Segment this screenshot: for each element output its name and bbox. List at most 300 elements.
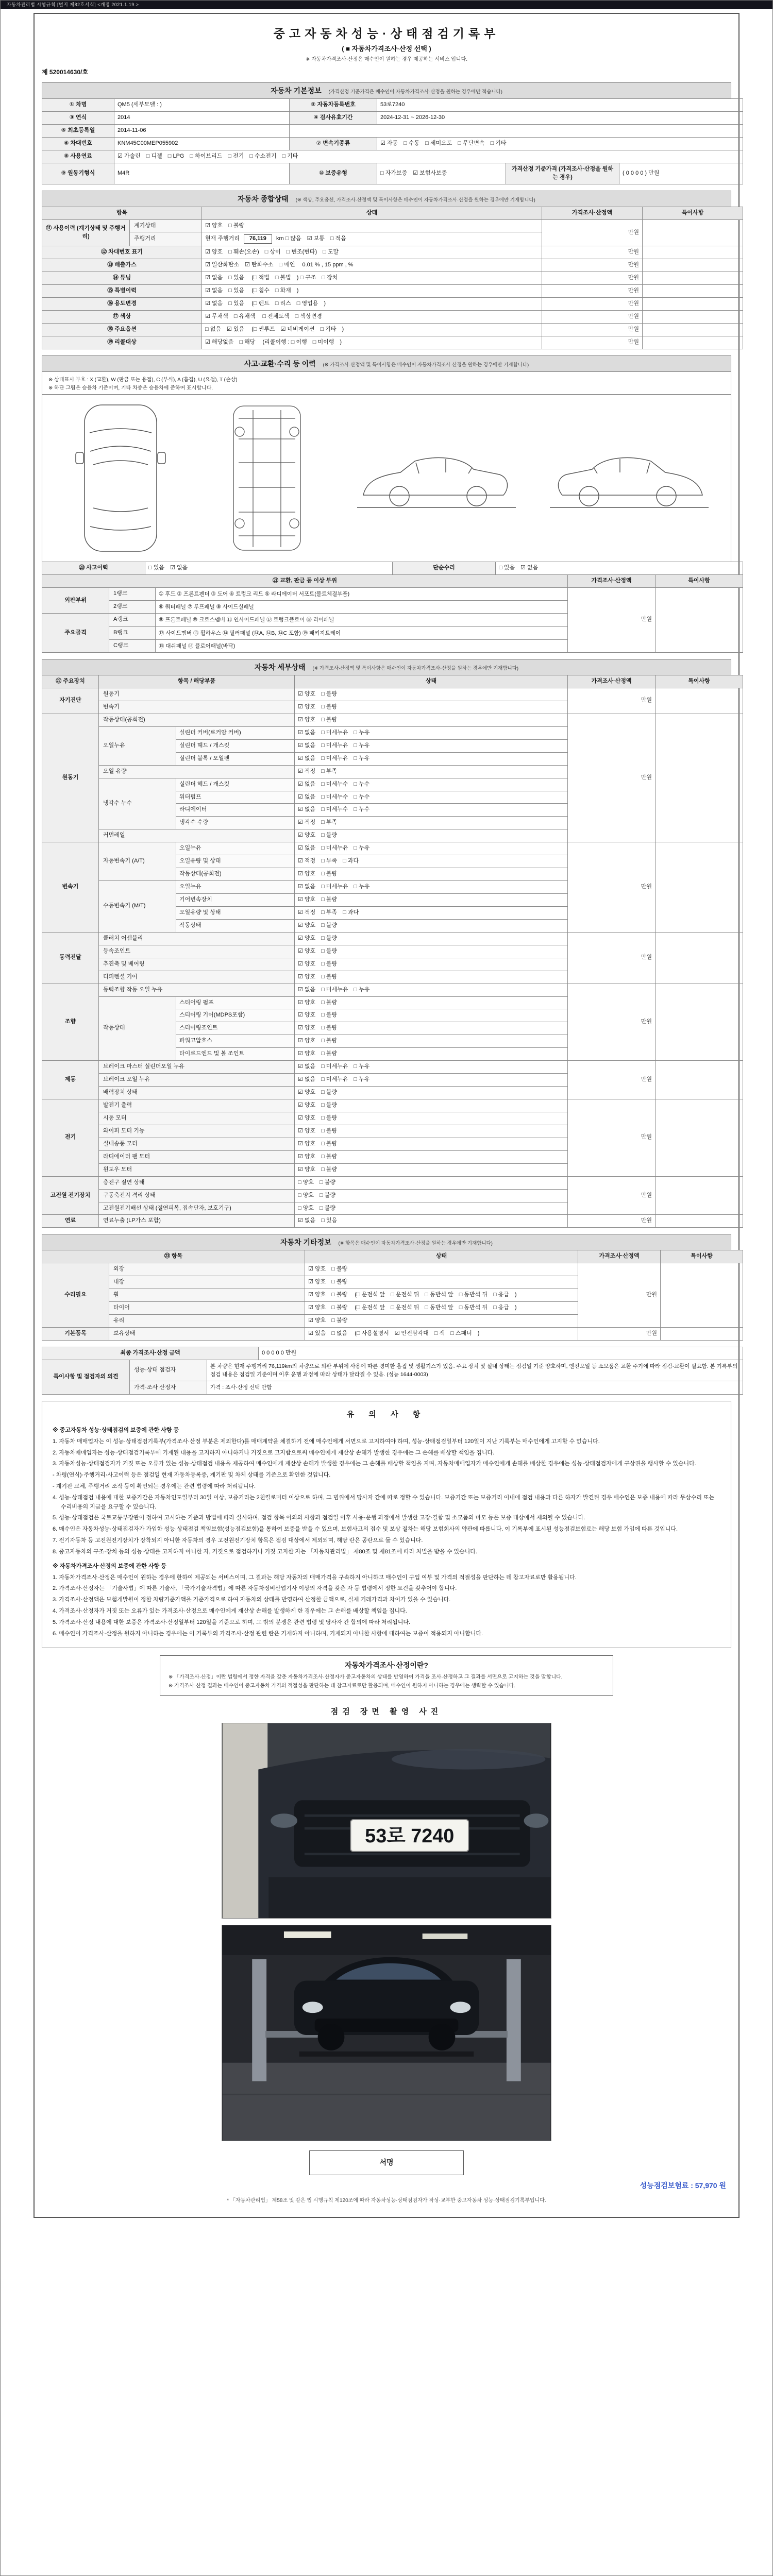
value-box: 76,119 <box>244 234 272 244</box>
section-note: (가격산정 기준가격은 매수인이 자동차가격조사·산정을 원하는 경우에만 적습니다) <box>328 89 502 95</box>
row-sublabel: 타이어 <box>109 1302 305 1315</box>
checkbox-checked: ☑ 양호 <box>205 249 223 256</box>
checkbox-unchecked: □ 없음 <box>205 326 221 332</box>
part-label: 라디에이터 <box>176 804 295 817</box>
row-sublabel: 발전기 출력 <box>99 1099 295 1112</box>
car-left-side-diagram <box>354 439 519 517</box>
part-label: 오일누유 <box>176 842 295 855</box>
table-row <box>42 272 743 285</box>
row-sublabel: 브레이크 오일 누유 <box>99 1074 295 1087</box>
basic-info <box>42 98 731 184</box>
caution-title: 유 의 사 항 <box>346 1410 427 1419</box>
checkbox-unchecked: □ 불법 <box>275 275 291 281</box>
etc-info-table <box>42 1250 743 1341</box>
price-cell: 만원 <box>568 587 656 652</box>
checkbox-unchecked: □ 해당 <box>239 338 256 345</box>
value-cell <box>295 726 568 739</box>
value-cell <box>295 1074 568 1087</box>
column-header: ㉒ 주요장치 <box>42 675 99 688</box>
checkbox-unchecked: □ 불량 <box>321 1025 338 1031</box>
value-cell <box>377 163 506 184</box>
panel-rank-list-table <box>42 574 743 653</box>
row-label: 연료 <box>42 1215 99 1228</box>
value-cell <box>295 1202 568 1215</box>
row-sublabel: 1랭크 <box>109 587 156 600</box>
checkbox-checked: ☑ 양호 <box>298 1050 316 1057</box>
price-cell: 만원 <box>568 932 656 984</box>
value-cell <box>295 1189 568 1202</box>
table-row <box>42 324 743 336</box>
value-cell <box>202 336 542 349</box>
checkbox-unchecked: □ 구조 <box>300 275 316 281</box>
row-label: 수리필요 <box>42 1263 109 1328</box>
checkbox-unchecked: □ 누수 <box>354 806 370 813</box>
table-row <box>42 1099 743 1112</box>
row-sublabel: 휠 <box>109 1289 305 1302</box>
section-title: 자동차 기본정보 <box>271 87 322 95</box>
value-cell <box>643 324 743 336</box>
overall-condition <box>42 207 731 349</box>
value-cell <box>295 1125 568 1138</box>
value-cell <box>295 842 568 855</box>
checkbox-unchecked: □ 있음 <box>228 287 245 294</box>
value-cell <box>202 246 542 259</box>
checkbox-checked: ☑ 없음 <box>520 564 539 571</box>
checkbox-unchecked: □ 불량 <box>319 1192 335 1198</box>
checkbox-unchecked: □ 불량 <box>321 703 338 710</box>
notice-heading: ※ 자동차가격조사·산정의 보증에 관한 사항 등 <box>53 1563 166 1569</box>
row-label: 조향 <box>42 984 99 1061</box>
table-row <box>42 932 743 945</box>
value-cell <box>295 1009 568 1022</box>
row-sublabel: 2랭크 <box>109 601 156 614</box>
inline-text: ) <box>514 1292 517 1298</box>
checkbox-checked: ☑ 없음 <box>298 729 316 736</box>
value-cell <box>295 791 568 804</box>
definition-line: ※ 「가격조사·산정」이란 법령에서 정한 자격을 갖춘 자동차가격조사·산정자가 중고자동차의 상태를 반영하여 가격을 조사·산정하고 그 결과를 서면으로 고지하는 것을 말합니다. <box>169 1674 563 1681</box>
value-cell <box>295 739 568 752</box>
checkbox-unchecked: □ 불량 <box>321 1012 338 1019</box>
inline-text: ) <box>514 1304 517 1311</box>
value-cell <box>290 124 743 137</box>
inline-text: ( <box>250 287 254 294</box>
checkbox-checked: ☑ 양호 <box>298 896 316 903</box>
table-row <box>42 150 743 163</box>
checkbox-checked: ☑ 없음 <box>205 287 223 294</box>
part-label: 스티어링 펌프 <box>176 996 295 1009</box>
checkbox-checked: ☑ 없음 <box>298 1063 316 1070</box>
form-reference-bar <box>1 1 772 9</box>
value-cell <box>656 1176 743 1215</box>
value-cell <box>643 311 743 324</box>
row-label: ⑲ 리콜대상 <box>42 336 202 349</box>
text-cell: 가격 : 조사·산정 선택 안함 <box>207 1381 743 1394</box>
checkbox-unchecked: □ 불량 <box>321 973 338 980</box>
value-cell <box>295 1048 568 1061</box>
value-cell <box>656 688 743 714</box>
checkbox-checked: ☑ 양호 <box>308 1317 326 1324</box>
checkbox-unchecked: □ 누유 <box>354 755 370 761</box>
definition-title: 자동차가격조사·산정이란? <box>345 1661 428 1670</box>
checkbox-unchecked: □ 있음 <box>228 300 245 307</box>
etc-info <box>42 1250 731 1341</box>
checkbox-checked: ☑ 양호 <box>205 222 223 229</box>
part-label: 실린더 헤드 / 개스킷 <box>176 778 295 791</box>
value-cell <box>295 752 568 765</box>
price-survey-definition-box <box>160 1655 613 1696</box>
checkbox-unchecked: □ 장치 <box>322 275 338 281</box>
row-sublabel: 계기상태 <box>130 219 202 232</box>
section-etc-header <box>42 1234 731 1250</box>
checkbox-unchecked: □ 불량 <box>331 1292 348 1298</box>
notice-item: 2. 가격조사·산정자는 「기술사법」에 따른 기술사, 「국가기술자격법」에 따른 자동차정비산업기사 이상의 자격을 갖춘 자 등 법령에서 정한 요건을 갖추어야 합니다. <box>53 1585 457 1592</box>
row-sublabel: 작동상태(공회전) <box>99 714 295 726</box>
section-title: 자동차 세부상태 <box>254 663 306 672</box>
value-cell: 2014 <box>114 111 290 124</box>
inline-text: km <box>274 235 285 242</box>
checkbox-checked: ☑ 양호 <box>298 871 316 877</box>
checkbox-unchecked: □ 불량 <box>331 1266 348 1273</box>
checkbox-unchecked: □ 불량 <box>321 935 338 941</box>
price-cell: 만원 <box>542 298 643 311</box>
checkbox-checked: ☑ 양호 <box>298 1025 316 1031</box>
value-cell: 53로7240 <box>377 99 743 112</box>
table-row <box>42 562 743 574</box>
value-cell <box>145 562 393 574</box>
checkbox-unchecked: □ 기타 <box>282 152 298 159</box>
checkbox-checked: ☑ 양호 <box>298 1012 316 1019</box>
row-label: 기본품목 <box>42 1328 109 1341</box>
table-row <box>42 259 743 272</box>
value-cell: 0 0 0 0 0 만원 <box>259 1347 743 1360</box>
checkbox-checked: ☑ 양호 <box>308 1266 326 1273</box>
checkbox-checked: ☑ 적정 <box>298 819 316 826</box>
footer-note: * 「자동차관리법」 제58조 및 같은 법 시행규칙 제120조에 따라 자동차성능·상태점검자가 작성·교부한 중고자동차 성능·상태점검기록부입니다. <box>227 2198 546 2204</box>
checkbox-checked: ☑ 없음 <box>298 986 316 993</box>
notice-item: 2. 자동차매매업자는 성능·상태점검기록부에 기재된 내용을 고지하지 아니하거나 거짓으로 고지함으로써 매수인에게 재산상 손해가 발생한 경우에는 그 손해를 배상할 책임을 집니다. <box>53 1449 495 1456</box>
column-header: 가격조사·산정액 <box>578 1250 661 1263</box>
checkbox-checked: ☑ 무채색 <box>205 313 228 320</box>
checkbox-unchecked: □ 디젤 <box>146 152 162 159</box>
checkbox-checked: ☑ 양호 <box>298 1153 316 1160</box>
checkbox-unchecked: □ 부족 <box>321 819 338 826</box>
row-label: 제동 <box>42 1061 99 1099</box>
checkbox-unchecked: □ 자가보증 <box>380 170 408 176</box>
value-cell <box>295 1150 568 1163</box>
value-cell <box>305 1276 578 1289</box>
section-note: (※ 가격조사·산정액 및 특이사항은 매수인이 자동차가격조사·산정을 원하는 경우에만 기재합니다) <box>323 362 529 368</box>
checkbox-unchecked: □ 불량 <box>331 1304 348 1311</box>
checkbox-unchecked: □ 불량 <box>321 947 338 954</box>
section-title: 자동차 종합상태 <box>238 194 289 203</box>
value-cell <box>295 1138 568 1150</box>
text-cell: ⑫ 사이드멤버 ⑬ 휠하우스 ⑭ 필러패널 (⑭A, ⑭B, ⑭C 포함) ⑲ 패키지트레이 <box>156 626 568 639</box>
column-header: ㉓ 항목 <box>42 1250 305 1263</box>
checkbox-unchecked: □ 있음 <box>321 1217 338 1224</box>
table-row <box>42 137 743 150</box>
row-sublabel: 내장 <box>109 1276 305 1289</box>
part-label: 스티어링조인트 <box>176 1022 295 1035</box>
table-row <box>42 285 743 298</box>
table-row <box>42 1347 743 1360</box>
checkbox-checked: ☑ 보통 <box>307 235 325 242</box>
checkbox-unchecked: □ 불량 <box>321 1089 338 1096</box>
checkbox-unchecked: □ 운전석 앞 <box>356 1304 385 1311</box>
part-label: 오일유량 및 상태 <box>176 906 295 919</box>
table-row <box>42 1215 743 1228</box>
row-sublabel: 가격·조사 산정자 <box>130 1381 207 1394</box>
checkbox-checked: ☑ 양호 <box>298 922 316 928</box>
checkbox-unchecked: □ 세미오토 <box>425 140 452 146</box>
price-cell: 만원 <box>542 259 643 272</box>
notice-item: 4. 성능·상태점검 내용에 대한 보증기간은 자동차인도일부터 30일 이상, 보증거리는 2천킬로미터 이상으로 하며, 그 범위에서 당사자 간에 따로 정할 수 있습니다. 보증기간 또는 보증거리 이내에 점검 내용과 다른 하자가 발견된 경우 매수인은 보증 내용에 따라 무상수리 또는 수리비용의 지급을 요구할 수 있습니다. <box>53 1494 715 1510</box>
part-label: 워터펌프 <box>176 791 295 804</box>
part-label: 냉각수 수량 <box>176 817 295 829</box>
row-sublabel: 냉각수 누수 <box>99 778 176 829</box>
checkbox-unchecked: □ 동반석 뒤 <box>459 1292 488 1298</box>
inline-text: ) <box>477 1330 480 1337</box>
checkbox-unchecked: □ 적법 <box>253 275 270 281</box>
checkbox-unchecked: □ 불량 <box>321 1140 338 1147</box>
checkbox-unchecked: □ 누유 <box>354 742 370 749</box>
section-title: 자동차 기타정보 <box>280 1238 331 1247</box>
checkbox-unchecked: □ 부족 <box>321 768 338 774</box>
value-cell <box>295 1035 568 1048</box>
checkbox-unchecked: □ 운전석 뒤 <box>391 1304 419 1311</box>
value-cell <box>295 1176 568 1189</box>
checkbox-checked: ☑ 없음 <box>298 755 316 761</box>
value-cell <box>656 714 743 842</box>
checkbox-unchecked: □ 과다 <box>343 858 359 865</box>
checkbox-unchecked: □ 침수 <box>253 287 270 294</box>
checkbox-checked: ☑ 자동 <box>380 140 398 146</box>
value-cell <box>656 842 743 933</box>
checkbox-checked: ☑ 네비게이션 <box>280 326 315 332</box>
section-detail-condition <box>42 659 731 1228</box>
inline-text: ( <box>250 275 254 281</box>
column-header: 특이사항 <box>661 1250 743 1263</box>
part-label: 작동상태(공회전) <box>176 868 295 881</box>
value-cell <box>305 1302 578 1315</box>
row-label: ⑥ 차대번호 <box>42 137 114 150</box>
value-cell <box>202 285 542 298</box>
checkbox-checked: ☑ 양호 <box>298 703 316 710</box>
checkbox-checked: ☑ 적정 <box>298 858 316 865</box>
value-cell <box>295 984 568 996</box>
text-cell: ⑥ 쿼터패널 ⑦ 루프패널 ⑧ 사이드실패널 <box>156 601 568 614</box>
value-cell <box>656 984 743 1061</box>
column-header: 상태 <box>305 1250 578 1263</box>
row-label: ⑬ 배출가스 <box>42 259 202 272</box>
table-row <box>42 111 743 124</box>
value-cell: QM5 (세부모델 : ) <box>114 99 290 112</box>
checkbox-unchecked: □ 미세누유 <box>321 884 348 890</box>
checkbox-checked: ☑ 양호 <box>298 1102 316 1109</box>
value-cell <box>295 701 568 714</box>
value-cell <box>656 932 743 984</box>
price-cell: 만원 <box>578 1263 661 1328</box>
table-row <box>42 336 743 349</box>
row-sublabel: 동력조향 작동 오일 누유 <box>99 984 295 996</box>
checkbox-unchecked: □ 불량 <box>319 1179 335 1185</box>
row-sublabel: 등속조인트 <box>99 945 295 958</box>
column-header: 상태 <box>202 207 542 219</box>
checkbox-checked: ☑ 일산화탄소 <box>205 262 240 268</box>
checkbox-unchecked: □ 불량 <box>321 691 338 698</box>
checkbox-checked: ☑ 양호 <box>298 999 316 1006</box>
row-sublabel: 클러치 어셈블리 <box>99 932 295 945</box>
lift-inspection-photo <box>222 1925 551 2141</box>
checkbox-checked: ☑ 없음 <box>298 1076 316 1083</box>
checkbox-checked: ☑ 양호 <box>298 1127 316 1134</box>
checkbox-checked: ☑ 보험사보증 <box>413 170 447 176</box>
checkbox-unchecked: □ 응급 <box>493 1304 509 1311</box>
caution-items <box>53 1426 720 1638</box>
inline-text: ( <box>353 1330 357 1337</box>
row-label: ⑫ 차대번호 표기 <box>42 246 202 259</box>
checkbox-checked: ☑ 없음 <box>170 564 188 571</box>
checkbox-checked: ☑ 안전삼각대 <box>394 1330 429 1337</box>
part-label: 오일누유 <box>176 881 295 894</box>
inline-text: ( <box>353 1292 357 1298</box>
row-label: 고전원 전기장치 <box>42 1176 99 1215</box>
row-label: ⑦ 변속기종류 <box>290 137 377 150</box>
notice-item: 6. 매수인이 가격조사·산정을 원하지 아니하는 경우에는 이 기록부의 가격조사·산정 관련 란은 기재하지 아니하며, 기재되지 아니한 사항에 대하여는 보증이 적용되지 아니합니다. <box>53 1630 483 1637</box>
form-header <box>42 19 731 63</box>
checkbox-unchecked: □ 불량 <box>321 922 338 928</box>
row-label: 단순수리 <box>393 562 496 574</box>
document-number: 제 520014630/호 <box>42 69 88 76</box>
table-row <box>42 207 743 219</box>
inspector-opinion-table <box>42 1360 743 1395</box>
notice-item: 7. 전기자동차 등 고전원전기장치가 장착되지 아니한 자동차의 경우 고전원전기장치 항목은 점검 대상에서 제외되며, 해당 란은 공란으로 둘 수 있습니다. <box>53 1537 423 1544</box>
value-cell <box>295 765 568 778</box>
checkbox-unchecked: □ 미세누유 <box>321 1076 348 1083</box>
checkbox-checked: ☑ 양호 <box>308 1304 326 1311</box>
checkbox-checked: ☑ 적정 <box>298 768 316 774</box>
value-cell <box>295 1112 568 1125</box>
section-basic-header <box>42 82 731 98</box>
row-sublabel: 시동 모터 <box>99 1112 295 1125</box>
price-cell: 만원 <box>542 246 643 259</box>
price-cell: 만원 <box>542 324 643 336</box>
value-cell <box>295 1099 568 1112</box>
notice-item: 8. 중고자동차의 구조·장치 등의 성능·상태를 고지하지 아니한 자, 거짓으로 점검하거나 거짓 고지한 자는 「자동차관리법」 제80조 및 제81조에 따라 처벌을 받을 수 있습니다. <box>53 1548 477 1555</box>
checkbox-unchecked: □ 부족 <box>321 858 338 865</box>
row-sublabel: 외장 <box>109 1263 305 1276</box>
accident-flags <box>42 562 731 575</box>
inline-text: ) <box>340 338 342 345</box>
checkbox-unchecked: □ 동반석 뒤 <box>459 1304 488 1311</box>
table-row <box>42 163 743 184</box>
checkbox-unchecked: □ 미세누수 <box>321 793 348 800</box>
checkbox-unchecked: □ 불량 <box>321 832 338 839</box>
table-row <box>42 587 743 600</box>
checkbox-unchecked: □ 미세누유 <box>321 1063 348 1070</box>
value-cell <box>656 1099 743 1177</box>
section-note: (※ 가격조사·산정액 및 특이사항은 매수인이 자동차가격조사·산정을 원하는 경우에만 기재합니다) <box>312 666 519 672</box>
overall-condition-table <box>42 207 743 349</box>
checkbox-checked: ☑ 없음 <box>205 275 223 281</box>
checkbox-checked: ☑ 양호 <box>308 1279 326 1285</box>
notice-item: 3. 자동차성능·상태점검자가 거짓 또는 오류가 있는 성능·상태점검 내용을 제공하여 매수인에게 재산상 손해가 발생한 경우에는 그 손해를 배상할 책임을 지며, 자동차매매업자가 매수인에게 손해를 배상한 경우에는 성능·상태점검자에게 구상권을 행사할 수 있습니다. <box>53 1461 696 1467</box>
value-cell <box>656 587 743 652</box>
checkbox-checked: ☑ 양호 <box>298 1166 316 1173</box>
value-cell <box>202 219 542 232</box>
checkbox-checked: ☑ 양호 <box>308 1292 326 1298</box>
row-label: ④ 검사유효기간 <box>290 111 377 124</box>
checkbox-checked: ☑ 없음 <box>298 884 316 890</box>
checkbox-checked: ☑ 양호 <box>298 935 316 941</box>
value-cell <box>295 1022 568 1035</box>
section-overall-header <box>42 191 731 207</box>
checkbox-unchecked: □ 불량 <box>331 1279 348 1285</box>
checkbox-unchecked: □ 누유 <box>354 1063 370 1070</box>
row-sublabel: 주행거리 <box>130 232 202 246</box>
checkbox-checked: ☑ 없음 <box>298 845 316 852</box>
part-label: 기어변속장치 <box>176 894 295 907</box>
checkbox-checked: ☑ 탄화수소 <box>245 262 274 268</box>
value-cell: 2024-12-31 ~ 2026-12-30 <box>377 111 743 124</box>
checkbox-unchecked: □ 수동 <box>404 140 420 146</box>
row-sublabel: C랭크 <box>109 639 156 652</box>
row-sublabel: 연료누출 (LP가스 포함) <box>99 1215 295 1228</box>
form-sheet <box>33 13 740 2218</box>
checkbox-checked: ☑ 양호 <box>298 691 316 698</box>
checkbox-unchecked: □ 불량 <box>321 871 338 877</box>
section-basic-info <box>42 82 731 184</box>
table-row <box>42 1328 743 1341</box>
row-sublabel: 성능·상태 점검자 <box>130 1360 207 1381</box>
notice-item: 1. 자동차 매매업자는 이 성능·상태점검기록부(가격조사·산정 부분은 제외한다)를 매매계약을 체결하기 전에 매수인에게 서면으로 고지하여야 하며, 성능·상태점검일부터 120일이 지난 기록부는 매수인에게 고지할 수 없습니다. <box>53 1438 600 1445</box>
row-label: ⑨ 원동기형식 <box>42 163 114 184</box>
checkbox-unchecked: □ 도말 <box>323 249 339 256</box>
inline-text: ( <box>250 300 254 307</box>
checkbox-unchecked: □ 누유 <box>354 884 370 890</box>
column-header: ㉑ 교환, 판금 등 이상 부위 <box>42 574 568 587</box>
checkbox-checked: ☑ 가솔린 <box>117 152 141 159</box>
checkbox-unchecked: □ 불량 <box>321 1153 338 1160</box>
checkbox-unchecked: □ 불량 <box>321 999 338 1006</box>
notice-item: 6. 매수인은 자동차성능·상태점검자가 가입한 성능·상태점검 책임보험(성능점검보험)을 통하여 보증을 받을 수 있으며, 보험사고의 접수 및 보상 절차는 해당 보험회사의 약관에 따릅니다. 이 기록부에 표시된 성능점검보험료는 해당 보험 가입에 따른 것입니다. <box>53 1526 678 1533</box>
text-cell: 본 차량은 현재 주행거리 76,119km의 차량으로 외판 부위에 사용에 따른 경미한 흠집 및 생활기스가 있음. 주요 장치 및 실내 상태는 점검일 기준 양호하며, 엔진오일 등 소모품은 교환 주기에 따라 점검·교환이 필요함. 본 기록부의 점검 내용은 점검일 기준이며 이후 운행 과정에 따라 상태가 달라질 수 있음. (성능 1644-0003) <box>207 1360 743 1381</box>
table-row <box>42 1250 743 1263</box>
row-label: ⑯ 용도변경 <box>42 298 202 311</box>
checkbox-unchecked: □ 무단변속 <box>458 140 485 146</box>
checkbox-unchecked: □ 미이행 <box>312 338 334 345</box>
value-cell <box>295 1087 568 1099</box>
legend-line: ※ 하단 그림은 승용차 기준이며, 기타 차종은 승용차에 준하여 표시합니다. <box>48 385 213 391</box>
column-header: 항목 <box>42 207 202 219</box>
part-label: 실린더 블록 / 오일팬 <box>176 752 295 765</box>
section-etc-info <box>42 1234 731 1341</box>
row-sublabel: 추진축 및 베어링 <box>99 958 295 971</box>
value-cell <box>202 324 542 336</box>
column-header: 항목 / 해당부품 <box>99 675 295 688</box>
value-cell: 2014-11-06 <box>114 124 290 137</box>
checkbox-checked: ☑ 있음 <box>226 326 245 332</box>
row-label: ⑧ 사용연료 <box>42 150 114 163</box>
notice-item: 5. 가격조사·산정 내용에 대한 보증은 가격조사·산정일부터 120일을 기준으로 하며, 그 밖의 분쟁은 관련 법령 및 당사자 간 합의에 따라 처리됩니다. <box>53 1619 411 1625</box>
checkbox-unchecked: □ 미세누유 <box>321 742 348 749</box>
photo-section-title: 점검 장면 촬영 사진 <box>330 1707 443 1717</box>
value-cell <box>643 285 743 298</box>
value-cell: ( 0 0 0 0 ) 만원 <box>619 163 743 184</box>
table-row <box>42 1263 743 1276</box>
row-label: ⑳ 사고이력 <box>42 562 145 574</box>
row-label: 변속기 <box>42 842 99 933</box>
checkbox-unchecked: □ 유채색 <box>233 313 256 320</box>
